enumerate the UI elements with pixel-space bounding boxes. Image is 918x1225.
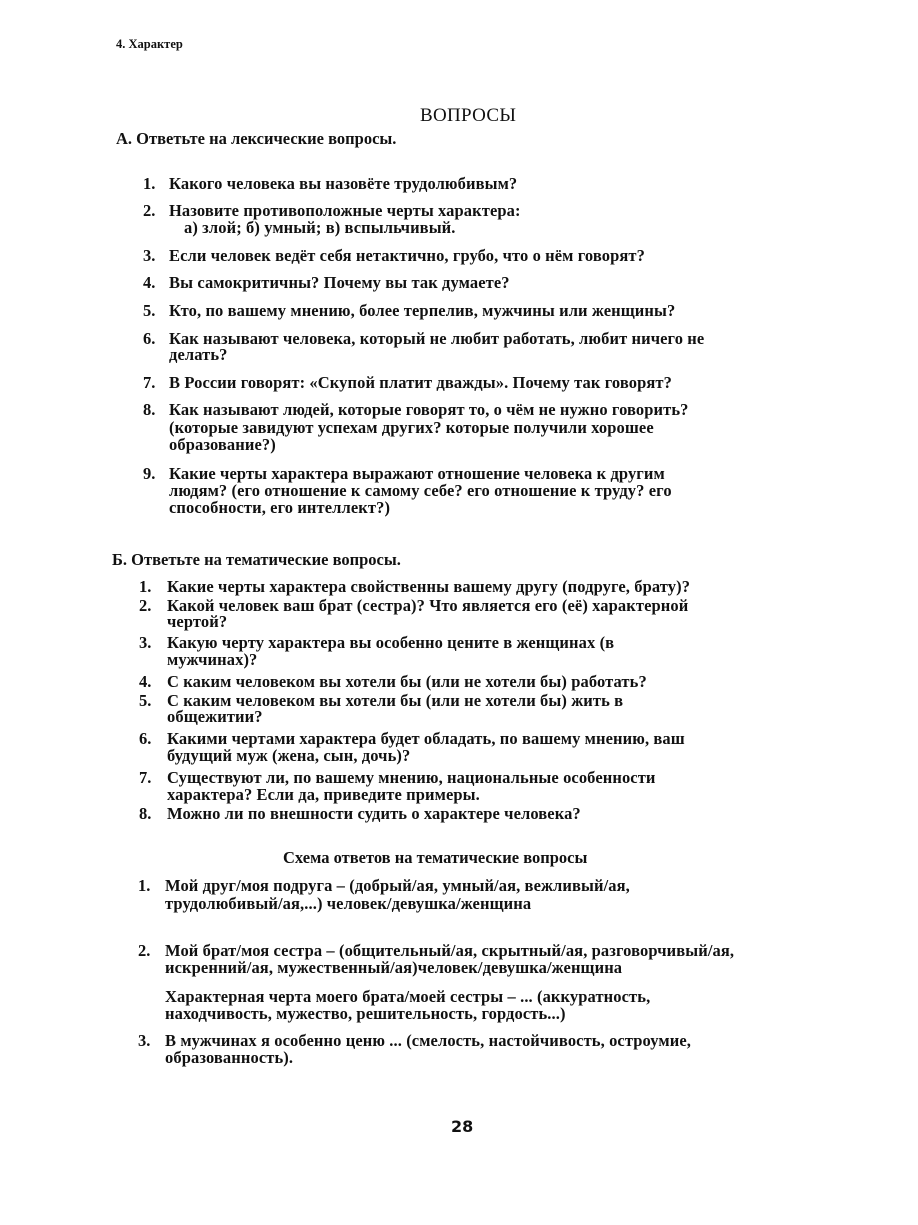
item-number: 8. [139,804,152,823]
item-extra-text: Характерная черта моего брата/моей сестры – ... (аккуратность, [165,987,651,1006]
item-text: характера? Если да, приведите примеры. [167,785,480,804]
item-number: 6. [139,729,152,748]
item-text: людям? (его отношение к самому себе? его отношение к труду? его [169,481,672,500]
item-text: Мой брат/моя сестра – (общительный/ая, скрытный/ая, разговорчивый/ая, [165,941,735,960]
item-extra-text: находчивость, мужество, решительность, гордость...) [165,1004,566,1023]
item-text: Какого человека вы назовёте трудолюбивым? [169,174,518,193]
item-text: В России говорят: «Скупой платит дважды». Почему так говорят? [169,373,672,392]
page-number: 28 [451,1117,474,1136]
item-number: 2. [139,596,152,615]
item-text: делать? [169,345,228,364]
item-text: Мой друг/моя подруга – (добрый/ая, умный/ая, вежливый/ая, [165,876,630,895]
item-number: 1. [138,876,151,895]
item-text: Вы самокритичны? Почему вы так думаете? [169,273,510,292]
item-text: образованность). [165,1048,294,1067]
item-number: 6. [143,329,156,348]
item-text: Какую черту характера вы особенно цените в женщинах (в [167,633,615,652]
section-b-heading: Б. Ответьте на тематические вопросы. [112,550,401,569]
item-text: Существуют ли, по вашему мнению, национальные особенности [167,768,656,787]
item-text: Какие черты характера выражают отношение человека к другим [169,464,665,483]
item-text: трудолюбивый/ая,...) человек/девушка/женщина [165,894,532,913]
item-number: 9. [143,464,156,483]
item-number: 2. [138,941,151,960]
item-number: 5. [143,301,156,320]
item-text: Какими чертами характера будет обладать, по вашему мнению, ваш [167,729,685,748]
item-text: Назовите противоположные черты характера: [169,201,521,220]
item-number: 3. [139,633,152,652]
item-number: 2. [143,201,156,220]
item-text: Кто, по вашему мнению, более терпелив, мужчины или женщины? [169,301,676,320]
item-text: мужчинах)? [167,650,258,669]
item-text: Какие черты характера свойственны вашему другу (подруге, брату)? [167,577,691,596]
item-text: (которые завидуют успехам других? которые получили хорошее [169,418,654,437]
item-number: 1. [139,577,152,596]
item-number: 8. [143,400,156,419]
item-text: будущий муж (жена, сын, дочь)? [167,746,411,765]
section-a-heading: А. Ответьте на лексические вопросы. [116,129,397,148]
item-number: 5. [139,691,152,710]
item-text: способности, его интеллект?) [169,498,391,517]
item-number: 1. [143,174,156,193]
item-number: 3. [143,246,156,265]
item-number: 4. [139,672,152,691]
item-text: а) злой; б) умный; в) вспыльчивый. [184,218,456,237]
item-text: Можно ли по внешности судить о характере человека? [167,804,581,823]
answers-heading: Схема ответов на тематические вопросы [283,848,588,867]
page-title: ВОПРОСЫ [420,105,517,126]
item-text: Как называют человека, который не любит работать, любит ничего не [169,329,705,348]
item-text: образование?) [169,435,276,454]
item-text: общежитии? [167,707,263,726]
item-number: 4. [143,273,156,292]
item-text: С каким человеком вы хотели бы (или не хотели бы) жить в [167,691,624,710]
item-text: искренний/ая, мужественный/ая)человек/девушка/женщина [165,958,623,977]
item-text: С каким человеком вы хотели бы (или не хотели бы) работать? [167,672,647,691]
item-number: 7. [143,373,156,392]
running-header: 4. Характер [116,37,183,51]
item-number: 7. [139,768,152,787]
item-text: Какой человек ваш брат (сестра)? Что является его (её) характерной [167,596,689,615]
item-text: Если человек ведёт себя нетактично, грубо, что о нём говорят? [169,246,645,265]
item-text: чертой? [167,612,228,631]
item-text: Как называют людей, которые говорят то, о чём не нужно говорить? [169,400,689,419]
item-number: 3. [138,1031,151,1050]
item-text: В мужчинах я особенно ценю ... (смелость, настойчивость, остроумие, [165,1031,691,1050]
